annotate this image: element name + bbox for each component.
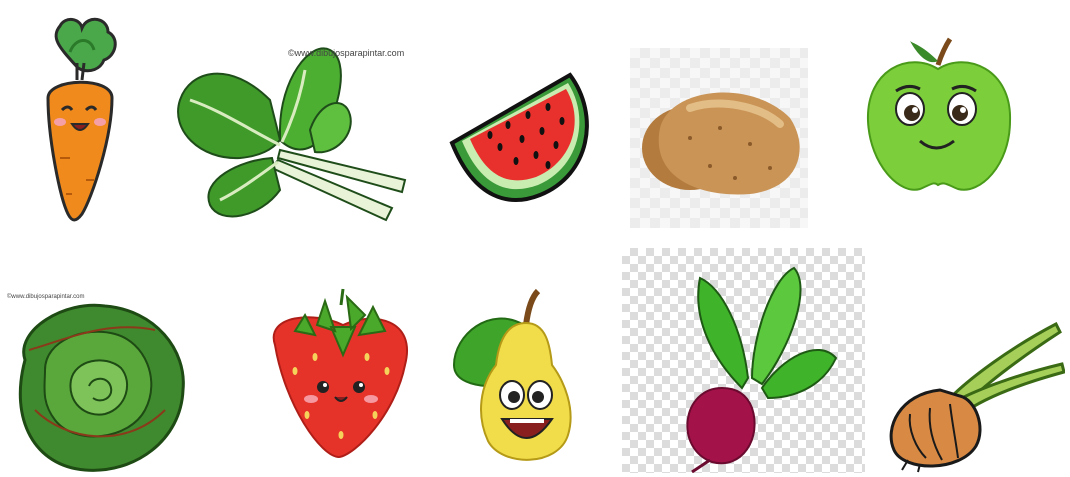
apple-icon [850,25,1025,205]
onion-icon [880,318,1065,473]
potato-icon [630,48,808,228]
lettuce-icon [5,290,190,475]
watermelon-tile [430,55,610,220]
carrot-tile [20,8,135,228]
strawberry-tile [255,275,425,465]
pear-icon [440,285,590,470]
pear-tile [440,285,590,470]
carrot-icon [20,8,135,228]
watermark-text: ©www.dibujosparapintar.com [288,48,405,58]
spinach-icon [160,40,415,225]
spinach-tile [160,40,415,225]
watermelon-icon [430,55,610,220]
lettuce-tile [5,290,190,475]
beet-icon [622,248,865,473]
watermark-text: ©www.dibujosparapintar.com [7,294,85,300]
onion-tile [880,318,1065,473]
beet-tile [622,248,865,473]
apple-tile [850,25,1025,205]
strawberry-icon [255,275,425,465]
potato-tile [630,48,808,228]
